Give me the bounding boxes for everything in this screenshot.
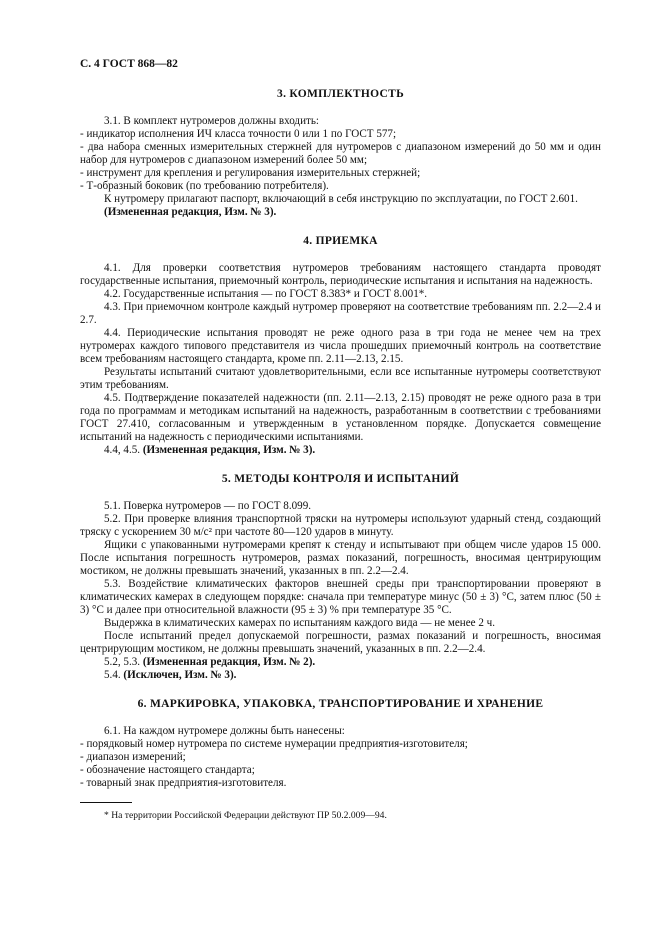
amendment-text: (Измененная редакция, Изм. № 3). <box>142 444 316 456</box>
list-item: - индикатор исполнения ИЧ класса точности 0 или 1 по ГОСТ 577; <box>80 128 397 140</box>
list-item: - инструмент для крепления и регулирования измерительных стержней; <box>80 167 421 179</box>
paragraph-5-3-exposure: Выдержка в климатических камерах по испытаниям каждого вида — не менее 2 ч. <box>104 617 496 629</box>
amendment-text: (Исключен, Изм. № 3). <box>123 669 237 681</box>
paragraph-3-passport: К нутромеру прилагают паспорт, включающий в себя инструкцию по эксплуатации, по ГОСТ 2.601. <box>104 193 578 205</box>
paragraph-4-3: 4.3. При приемочном контроле каждый нутромер проверяют на соответствие требованиям пп. 2.2—2.4 и 2.7. <box>80 301 601 326</box>
amendment-ref: 5.2, 5.3. <box>104 656 141 668</box>
paragraph-4-4-results: Результаты испытаний считают удовлетворительными, если все испытанные нутромеры соответствуют этим требованиям. <box>80 366 601 391</box>
paragraph-5-2-boxes: Ящики с упакованными нутромерами крепят к стенду и испытывают при общем числе ударов 15 000. После испытания погрешность нутромеров, размах показаний, погрешность, вносимая центрирующим мостиком, не должны превышать значений, указанных в пп. 2.2—2.4. <box>80 539 601 577</box>
amendment-note <box>80 656 601 669</box>
paragraph-3-1: 3.1. В комплект нутромеров должны входить: <box>104 115 319 127</box>
amendment-note: (Измененная редакция, Изм. № 3). <box>104 206 277 218</box>
list-item: - обозначение настоящего стандарта; <box>80 764 255 776</box>
paragraph-4-5: 4.5. Подтверждение показателей надежности (пп. 2.11—2.13, 2.15) проводят не реже одного раза в три года по программам и методикам испытаний на надежность, разработанным в соответствии с требованиями ГОСТ 27.410, согласованным и утвержденным в установленном порядке. Допускается совмещение испытаний на надежность с периодическими испытаниями. <box>80 392 601 443</box>
paragraph-5-1: 5.1. Поверка нутромеров — по ГОСТ 8.099. <box>104 500 312 512</box>
paragraph-4-4: 4.4. Периодические испытания проводят не реже одного раза в три года не менее чем на трех нутромерах каждого типового представителя из числа прошедших приемочный контроль на соответствие всем требованиям настоящего стандарта, кроме пп. 2.11—2.13, 2.15. <box>80 327 601 365</box>
section-5-title: 5. МЕТОДЫ КОНТРОЛЯ И ИСПЫТАНИЙ <box>221 473 460 485</box>
page-header: С. 4 ГОСТ 868—82 <box>80 58 178 70</box>
amendment-note <box>80 444 601 457</box>
paragraph-5-3: 5.3. Воздействие климатических факторов внешней среды при транспортировании проверяют в климатических камерах в следующем порядке: сначала при температуре минус (50 ± 3) °С, затем плюс (50 ± 3) °С и далее при относительной влажности (95 ± 3) % при температуре 35 °С. <box>80 578 601 616</box>
amendment-note <box>80 669 601 682</box>
amendment-ref: 5.4. <box>104 669 121 681</box>
list-item: - диапазон измерений; <box>80 751 186 763</box>
footnote-divider <box>80 802 132 803</box>
paragraph-5-3-after: После испытаний предел допускаемой погрешности, размах показаний и погрешность, вносимая центрирующим мостиком, не должны превышать значений, указанных в пп. 2.2—2.4. <box>80 630 601 655</box>
paragraph-4-2: 4.2. Государственные испытания — по ГОСТ 8.383* и ГОСТ 8.001*. <box>104 288 428 300</box>
list-item: - порядковый номер нутромера по системе нумерации предприятия-изготовителя; <box>80 738 468 750</box>
list-item: - два набора сменных измерительных стержней для нутромеров с диапазоном измерений до 50 мм и один набор для нутромеров с диапазоном измерений более 50 мм; <box>80 141 601 166</box>
amendment-text: (Измененная редакция, Изм. № 2). <box>142 656 316 668</box>
paragraph-6-1: 6.1. На каждом нутромере должны быть нанесены: <box>104 725 345 737</box>
section-6-title: 6. МАРКИРОВКА, УПАКОВКА, ТРАНСПОРТИРОВАНИЕ И ХРАНЕНИЕ <box>137 698 544 710</box>
paragraph-5-2: 5.2. При проверке влияния транспортной тряски на нутромеры используют ударный стенд, создающий тряску с ускорением 30 м/с² при частоте 80—120 ударов в минуту. <box>80 513 601 538</box>
list-item: - Т-образный боковик (по требованию потребителя). <box>80 180 329 192</box>
list-item: - товарный знак предприятия-изготовителя. <box>80 777 287 789</box>
paragraph-4-1: 4.1. Для проверки соответствия нутромеров требованиям настоящего стандарта проводят государственные испытания, приемочный контроль, периодические испытания и испытания на надежность. <box>80 262 601 287</box>
amendment-ref: 4.4, 4.5. <box>104 444 141 456</box>
section-3-title: 3. КОМПЛЕКТНОСТЬ <box>277 88 404 100</box>
section-4-title: 4. ПРИЕМКА <box>303 235 378 247</box>
footnote: * На территории Российской Федерации действуют ПР 50.2.009—94. <box>104 810 387 821</box>
